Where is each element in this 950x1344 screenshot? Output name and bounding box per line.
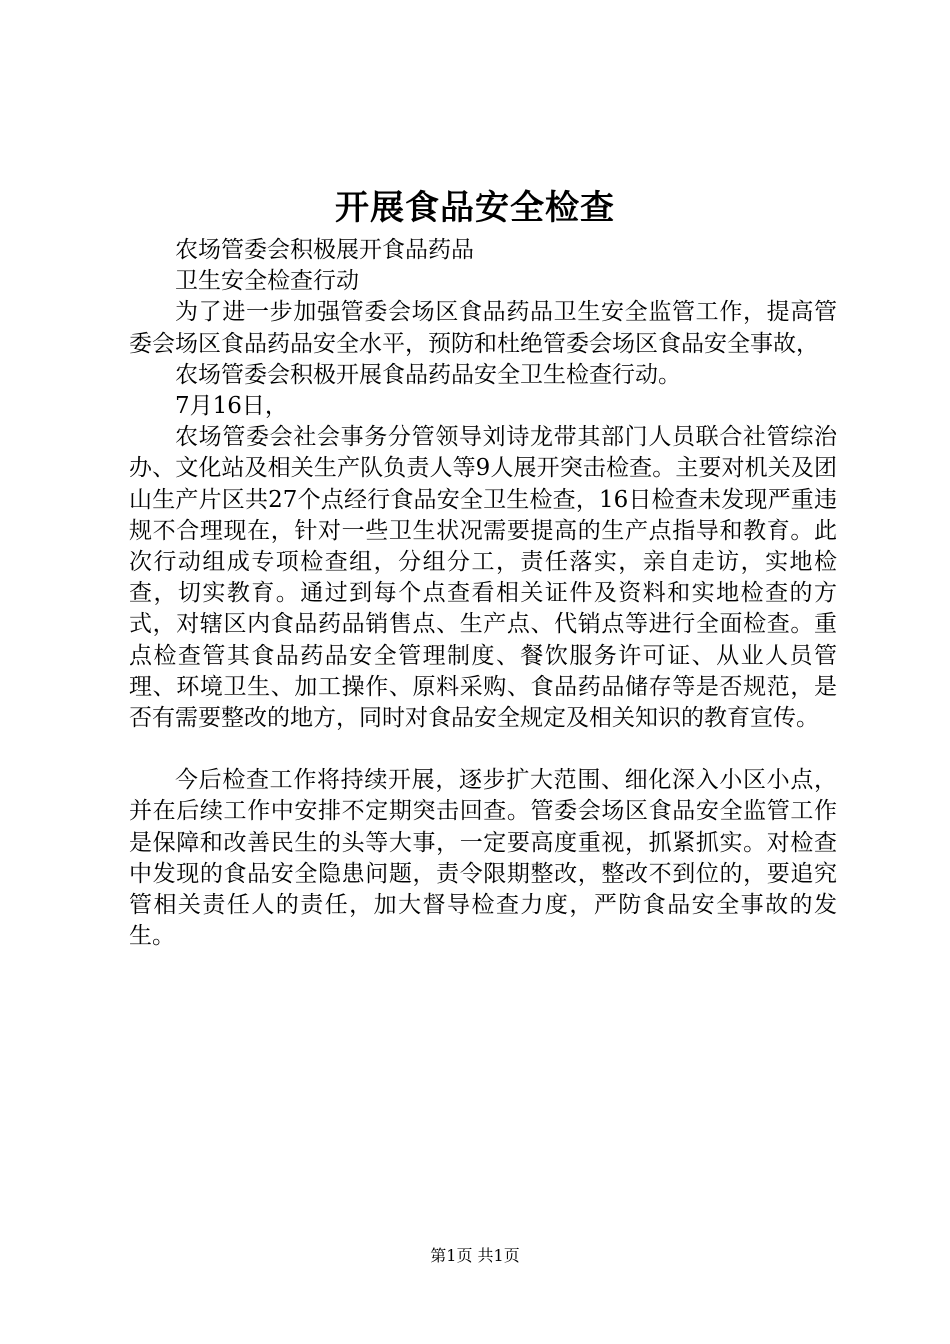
- paragraph-5: 7月16日，: [175, 393, 288, 420]
- paragraph-3: 为了进一步加强管委会场区食品药品卫生安全监管工作，提高管委会场区食品药品安全水平，预防和杜绝管委会场区食品安全事故，: [129, 299, 837, 357]
- paragraph-6: 农场管委会社会事务分管领导刘诗龙带其部门人员联合社管综治办、文化站及相关生产队负责人等9人展开突击检查。主要对机关及团山生产片区共27个点经行食品安全卫生检查，16日检查未发现严重违规不合理现在，针对一些卫生状况需要提高的生产点指导和教育。此次行动组成专项检查组，分组分工，责任落实，亲自走访，实地检查，切实教育。通过到每个点查看相关证件及资料和实地检查的方式，对辖区内食品药品销售点、生产点、代销点等进行全面检查。重点检查管其食品药品安全管理制度、餐饮服务许可证、从业人员管理、环境卫生、加工操作、原料采购、食品药品储存等是否规范，是否有需要整改的地方，同时对食品安全规定及相关知识的教育宣传。: [129, 424, 837, 732]
- page-footer: 第1页 共1页: [430, 1246, 520, 1265]
- document-body: [129, 235, 837, 952]
- paragraph-2: 卫生安全检查行动: [175, 268, 359, 295]
- document-title: 开展食品安全检查: [335, 188, 615, 228]
- paragraph-1: 农场管委会积极展开食品药品: [175, 237, 474, 263]
- paragraph-4: 农场管委会积极开展食品药品安全卫生检查行动。: [175, 361, 681, 388]
- paragraph-7: 今后检查工作将持续开展，逐步扩大范围、细化深入小区小点，并在后续工作中安排不定期突击回查。管委会场区食品安全监管工作是保障和改善民生的头等大事，一定要高度重视，抓紧抓实。对检查中发现的食品安全隐患问题，责令限期整改，整改不到位的，要追究管相关责任人的责任，加大督导检查力度，严防食品安全事故的发生。: [129, 767, 837, 950]
